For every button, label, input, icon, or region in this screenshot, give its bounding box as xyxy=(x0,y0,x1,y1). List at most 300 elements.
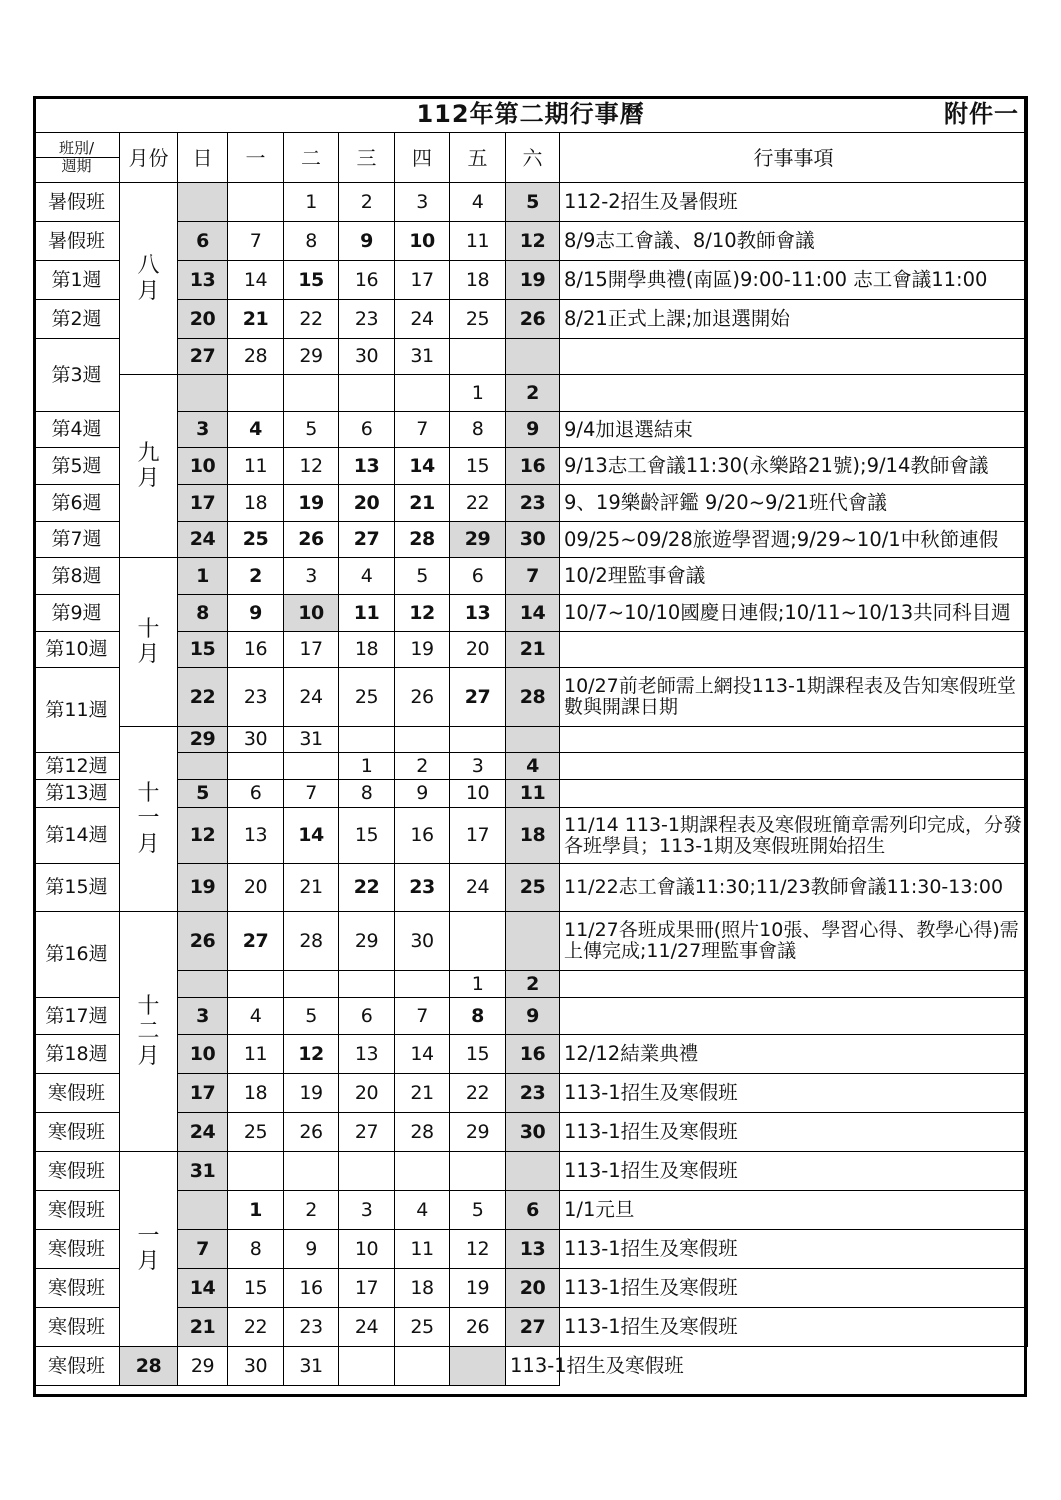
week-label: 第3週 xyxy=(34,339,120,412)
day-cell: 23 xyxy=(284,1308,339,1347)
event-cell: 8/9志工會議、8/10教師會議 xyxy=(560,222,1028,261)
day-cell: 2 xyxy=(284,1191,339,1230)
day-cell: 11 xyxy=(228,1035,284,1074)
day-cell: 23 xyxy=(228,668,284,727)
day-cell xyxy=(228,375,284,412)
day-cell xyxy=(506,1152,560,1191)
week-label: 寒假班 xyxy=(34,1308,120,1347)
day-cell: 31 xyxy=(395,339,450,375)
day-cell: 16 xyxy=(339,261,395,300)
event-cell: 8/21正式上課;加退選開始 xyxy=(560,300,1028,339)
week-label: 第17週 xyxy=(34,998,120,1035)
day-cell: 15 xyxy=(450,448,506,485)
day-cell xyxy=(284,1152,339,1191)
title-text: 112年第二期行事曆 xyxy=(416,100,645,129)
day-cell xyxy=(339,727,395,753)
event-cell: 12/12結業典禮 xyxy=(560,1035,1028,1074)
day-cell: 19 xyxy=(284,485,339,522)
day-cell xyxy=(178,1191,228,1230)
day-cell: 18 xyxy=(450,261,506,300)
day-cell: 9 xyxy=(395,780,450,808)
event-cell xyxy=(560,780,1028,808)
event-cell: 11/22志工會議11:30;11/23教師會議11:30-13:00 xyxy=(560,864,1028,912)
day-cell: 14 xyxy=(178,1269,228,1308)
day-cell: 28 xyxy=(284,912,339,971)
table-row xyxy=(34,412,1028,448)
day-cell: 19 xyxy=(284,1074,339,1113)
day-cell: 31 xyxy=(284,727,339,753)
week-label: 第4週 xyxy=(34,412,120,448)
day-cell: 21 xyxy=(284,864,339,912)
day-cell: 15 xyxy=(228,1269,284,1308)
day-cell: 21 xyxy=(506,632,560,668)
day-cell: 6 xyxy=(339,998,395,1035)
week-label: 第12週 xyxy=(34,753,120,780)
day-cell: 14 xyxy=(395,1035,450,1074)
day-cell: 31 xyxy=(284,1347,339,1386)
day-cell: 29 xyxy=(284,339,339,375)
day-cell: 14 xyxy=(506,595,560,632)
month-label-jan xyxy=(120,1152,178,1347)
table-row xyxy=(34,727,1028,753)
day-cell: 25 xyxy=(228,1113,284,1152)
month-char: 月 xyxy=(137,466,160,491)
day-cell xyxy=(339,1152,395,1191)
table-row xyxy=(34,222,1028,261)
event-cell: 113-1招生及寒假班 xyxy=(560,1308,1028,1347)
month-label-nov xyxy=(120,727,178,912)
event-cell xyxy=(560,375,1028,412)
event-cell: 113-1招生及寒假班 xyxy=(560,1269,1028,1308)
day-cell xyxy=(228,1152,284,1191)
table-row xyxy=(34,1035,1028,1074)
day-cell: 13 xyxy=(339,448,395,485)
day-cell xyxy=(395,375,450,412)
event-cell: 10/7~10/10國慶日連假;10/11~10/13共同科目週 xyxy=(560,595,1028,632)
event-cell xyxy=(560,632,1028,668)
week-label: 第6週 xyxy=(34,485,120,522)
week-label: 寒假班 xyxy=(34,1191,120,1230)
day-cell: 4 xyxy=(450,183,506,222)
event-cell: 9、19樂齡評鑑 9/20~9/21班代會議 xyxy=(560,485,1028,522)
day-cell: 25 xyxy=(450,300,506,339)
day-cell: 12 xyxy=(284,448,339,485)
day-cell: 22 xyxy=(178,668,228,727)
week-label: 寒假班 xyxy=(34,1269,120,1308)
day-cell: 2 xyxy=(228,558,284,595)
day-cell: 10 xyxy=(395,222,450,261)
month-char: 十 xyxy=(137,993,160,1019)
table-row xyxy=(34,1074,1028,1113)
month-char: 一 xyxy=(137,806,160,832)
day-cell xyxy=(506,727,560,753)
day-cell: 6 xyxy=(178,222,228,261)
day-cell: 9 xyxy=(339,222,395,261)
day-cell: 28 xyxy=(506,668,560,727)
table-row xyxy=(34,753,1028,780)
day-cell: 26 xyxy=(178,912,228,971)
day-cell: 22 xyxy=(339,864,395,912)
day-cell: 17 xyxy=(450,808,506,864)
day-cell xyxy=(339,971,395,998)
week-label: 寒假班 xyxy=(34,1230,120,1269)
month-char: 二 xyxy=(137,1018,160,1044)
table-row xyxy=(34,780,1028,808)
week-label: 第7週 xyxy=(34,522,120,558)
week-label: 第14週 xyxy=(34,808,120,864)
day-cell: 28 xyxy=(395,522,450,558)
day-cell: 26 xyxy=(395,668,450,727)
day-cell: 15 xyxy=(450,1035,506,1074)
day-cell: 6 xyxy=(339,412,395,448)
day-cell: 4 xyxy=(395,1191,450,1230)
day-cell: 11 xyxy=(450,222,506,261)
day-cell: 18 xyxy=(228,485,284,522)
day-cell xyxy=(450,912,506,971)
day-cell: 19 xyxy=(506,261,560,300)
day-cell: 14 xyxy=(284,808,339,864)
week-label: 第5週 xyxy=(34,448,120,485)
day-cell xyxy=(178,971,228,998)
day-cell: 10 xyxy=(178,1035,228,1074)
event-cell: 112-2招生及暑假班 xyxy=(560,183,1028,222)
day-cell: 9 xyxy=(506,998,560,1035)
day-cell xyxy=(395,727,450,753)
table-row xyxy=(34,668,1028,727)
day-cell: 1 xyxy=(450,971,506,998)
header-week-line2: 週期 xyxy=(61,157,92,175)
day-cell: 27 xyxy=(339,522,395,558)
table-row xyxy=(34,1269,1028,1308)
day-cell: 1 xyxy=(228,1191,284,1230)
day-cell: 13 xyxy=(178,261,228,300)
day-cell: 23 xyxy=(395,864,450,912)
table-row xyxy=(34,375,1028,412)
event-cell: 09/25~09/28旅遊學習週;9/29~10/1中秋節連假 xyxy=(560,522,1028,558)
table-row xyxy=(34,998,1028,1035)
day-cell: 19 xyxy=(450,1269,506,1308)
day-cell: 20 xyxy=(228,864,284,912)
day-cell: 15 xyxy=(339,808,395,864)
month-char: 月 xyxy=(137,278,160,304)
month-char: 九 xyxy=(137,440,160,466)
day-cell: 25 xyxy=(395,1308,450,1347)
event-cell: 113-1招生及寒假班 xyxy=(560,1152,1028,1191)
week-label: 第16週 xyxy=(34,912,120,998)
event-cell: 11/27各班成果冊(照片10張、學習心得、教學心得)需上傳完成;11/27理監事會議 xyxy=(560,912,1028,971)
day-cell: 19 xyxy=(178,864,228,912)
day-cell: 30 xyxy=(395,912,450,971)
table-row xyxy=(34,971,1028,998)
week-label: 暑假班 xyxy=(34,222,120,261)
day-cell: 11 xyxy=(395,1230,450,1269)
attachment-label: 附件一 xyxy=(944,100,1020,128)
day-cell: 3 xyxy=(284,558,339,595)
week-label: 第1週 xyxy=(34,261,120,300)
day-cell: 5 xyxy=(450,1191,506,1230)
day-cell: 16 xyxy=(284,1269,339,1308)
day-cell: 10 xyxy=(450,780,506,808)
week-label: 第8週 xyxy=(34,558,120,595)
table-row xyxy=(34,1152,1028,1191)
day-cell: 5 xyxy=(284,412,339,448)
day-cell: 24 xyxy=(450,864,506,912)
day-cell: 17 xyxy=(178,485,228,522)
day-cell: 27 xyxy=(228,912,284,971)
week-label: 寒假班 xyxy=(34,1347,120,1386)
header-day: 二 xyxy=(284,133,339,183)
day-cell: 25 xyxy=(339,668,395,727)
day-cell xyxy=(178,753,228,780)
day-cell: 26 xyxy=(284,522,339,558)
event-cell: 113-1招生及寒假班 xyxy=(560,1113,1028,1152)
event-cell: 10/27前老師需上網投113-1期課程表及告知寒假班堂數與開課日期 xyxy=(560,668,1028,727)
event-cell: 11/14 113-1期課程表及寒假班簡章需列印完成，分發各班學員；113-1期及寒假班開始招生 xyxy=(560,808,1028,864)
day-cell: 1 xyxy=(284,183,339,222)
day-cell: 7 xyxy=(284,780,339,808)
week-label: 第15週 xyxy=(34,864,120,912)
day-cell: 30 xyxy=(339,339,395,375)
event-cell: 113-1招生及寒假班 xyxy=(560,1230,1028,1269)
event-cell xyxy=(560,727,1028,753)
day-cell: 8 xyxy=(284,222,339,261)
event-cell xyxy=(560,998,1028,1035)
month-char: 十 xyxy=(137,616,160,642)
month-char: 月 xyxy=(137,1249,160,1274)
day-cell: 27 xyxy=(178,339,228,375)
header-day: 一 xyxy=(228,133,284,183)
day-cell xyxy=(339,375,395,412)
day-cell xyxy=(339,1347,395,1386)
day-cell: 16 xyxy=(395,808,450,864)
day-cell: 26 xyxy=(284,1113,339,1152)
day-cell: 1 xyxy=(178,558,228,595)
week-label: 第9週 xyxy=(34,595,120,632)
day-cell: 12 xyxy=(284,1035,339,1074)
day-cell xyxy=(228,971,284,998)
table-row xyxy=(34,632,1028,668)
day-cell: 18 xyxy=(395,1269,450,1308)
day-cell: 13 xyxy=(339,1035,395,1074)
day-cell xyxy=(395,1347,450,1386)
event-cell: 9/4加退選結束 xyxy=(560,412,1028,448)
event-cell: 10/2理監事會議 xyxy=(560,558,1028,595)
day-cell: 8 xyxy=(450,412,506,448)
day-cell: 1 xyxy=(339,753,395,780)
day-cell: 12 xyxy=(506,222,560,261)
event-cell: 1/1元旦 xyxy=(560,1191,1028,1230)
table-row xyxy=(34,1230,1028,1269)
table-row xyxy=(34,1308,1028,1347)
day-cell: 9 xyxy=(228,595,284,632)
day-cell: 21 xyxy=(395,1074,450,1113)
day-cell: 24 xyxy=(339,1308,395,1347)
day-cell: 30 xyxy=(228,1347,284,1386)
month-char: 十 xyxy=(137,781,160,807)
day-cell xyxy=(450,339,506,375)
day-cell: 17 xyxy=(395,261,450,300)
event-cell: 9/13志工會議11:30(永樂路21號);9/14教師會議 xyxy=(560,448,1028,485)
day-cell: 3 xyxy=(178,412,228,448)
week-label: 第18週 xyxy=(34,1035,120,1074)
day-cell: 10 xyxy=(339,1230,395,1269)
month-label-dec xyxy=(120,912,178,1152)
day-cell: 4 xyxy=(228,412,284,448)
week-label: 第13週 xyxy=(34,780,120,808)
header-week xyxy=(34,133,120,183)
day-cell xyxy=(228,183,284,222)
day-cell: 4 xyxy=(228,998,284,1035)
day-cell: 30 xyxy=(506,522,560,558)
day-cell: 24 xyxy=(178,522,228,558)
table-row xyxy=(34,558,1028,595)
table-row xyxy=(34,1191,1028,1230)
day-cell: 27 xyxy=(450,668,506,727)
header-day: 三 xyxy=(339,133,395,183)
month-char: 月 xyxy=(137,642,160,667)
day-cell xyxy=(395,971,450,998)
day-cell: 23 xyxy=(339,300,395,339)
day-cell: 13 xyxy=(228,808,284,864)
day-cell: 2 xyxy=(506,375,560,412)
day-cell: 3 xyxy=(395,183,450,222)
day-cell: 2 xyxy=(506,971,560,998)
day-cell: 21 xyxy=(228,300,284,339)
calendar-title xyxy=(34,97,1028,133)
day-cell: 28 xyxy=(120,1347,178,1386)
table-row xyxy=(34,261,1028,300)
day-cell: 20 xyxy=(450,632,506,668)
month-label-oct xyxy=(120,558,178,727)
day-cell: 24 xyxy=(178,1113,228,1152)
day-cell xyxy=(284,753,339,780)
day-cell: 29 xyxy=(178,1347,228,1386)
day-cell: 3 xyxy=(178,998,228,1035)
day-cell: 9 xyxy=(284,1230,339,1269)
month-char: 月 xyxy=(137,831,160,857)
day-cell: 9 xyxy=(506,412,560,448)
day-cell: 18 xyxy=(228,1074,284,1113)
day-cell: 14 xyxy=(228,261,284,300)
day-cell: 22 xyxy=(228,1308,284,1347)
day-cell: 17 xyxy=(178,1074,228,1113)
day-cell: 28 xyxy=(395,1113,450,1152)
day-cell: 6 xyxy=(506,1191,560,1230)
day-cell xyxy=(506,339,560,375)
table-row xyxy=(34,1113,1028,1152)
day-cell: 12 xyxy=(450,1230,506,1269)
table-row xyxy=(34,864,1028,912)
event-cell: 113-1招生及寒假班 xyxy=(506,1347,560,1386)
event-cell: 8/15開學典禮(南區)9:00-11:00 志工會議11:00 xyxy=(560,261,1028,300)
day-cell: 11 xyxy=(228,448,284,485)
day-cell: 29 xyxy=(339,912,395,971)
day-cell: 29 xyxy=(178,727,228,753)
table-row xyxy=(34,1347,1028,1386)
day-cell xyxy=(450,1347,506,1386)
day-cell: 5 xyxy=(284,998,339,1035)
day-cell xyxy=(450,727,506,753)
table-row xyxy=(34,522,1028,558)
day-cell: 31 xyxy=(178,1152,228,1191)
day-cell: 1 xyxy=(450,375,506,412)
day-cell: 7 xyxy=(178,1230,228,1269)
day-cell: 5 xyxy=(395,558,450,595)
week-label: 暑假班 xyxy=(34,183,120,222)
day-cell: 27 xyxy=(339,1113,395,1152)
day-cell: 10 xyxy=(284,595,339,632)
day-cell: 16 xyxy=(228,632,284,668)
table-row xyxy=(34,448,1028,485)
day-cell: 22 xyxy=(450,1074,506,1113)
day-cell: 18 xyxy=(506,808,560,864)
day-cell: 29 xyxy=(450,522,506,558)
event-cell: 113-1招生及寒假班 xyxy=(560,1074,1028,1113)
day-cell xyxy=(506,912,560,971)
table-row xyxy=(34,300,1028,339)
day-cell: 13 xyxy=(506,1230,560,1269)
day-cell: 18 xyxy=(339,632,395,668)
day-cell: 12 xyxy=(395,595,450,632)
header-day: 五 xyxy=(450,133,506,183)
day-cell: 17 xyxy=(339,1269,395,1308)
day-cell: 30 xyxy=(506,1113,560,1152)
day-cell: 20 xyxy=(339,1074,395,1113)
day-cell: 7 xyxy=(395,998,450,1035)
day-cell: 4 xyxy=(506,753,560,780)
month-label-sep xyxy=(120,375,178,558)
day-cell: 8 xyxy=(450,998,506,1035)
day-cell: 29 xyxy=(450,1113,506,1152)
day-cell: 5 xyxy=(506,183,560,222)
day-cell xyxy=(178,375,228,412)
day-cell: 16 xyxy=(506,1035,560,1074)
day-cell: 2 xyxy=(395,753,450,780)
event-cell xyxy=(560,339,1028,375)
day-cell: 7 xyxy=(395,412,450,448)
week-label: 第2週 xyxy=(34,300,120,339)
day-cell: 3 xyxy=(450,753,506,780)
day-cell: 11 xyxy=(339,595,395,632)
day-cell: 12 xyxy=(178,808,228,864)
day-cell xyxy=(178,183,228,222)
day-cell: 8 xyxy=(178,595,228,632)
day-cell xyxy=(450,1152,506,1191)
day-cell: 7 xyxy=(506,558,560,595)
week-label: 第11週 xyxy=(34,668,120,753)
day-cell: 20 xyxy=(506,1269,560,1308)
day-cell: 21 xyxy=(395,485,450,522)
day-cell: 15 xyxy=(178,632,228,668)
day-cell xyxy=(284,375,339,412)
day-cell: 20 xyxy=(339,485,395,522)
day-cell: 24 xyxy=(395,300,450,339)
month-char: 八 xyxy=(137,253,160,279)
day-cell: 3 xyxy=(339,1191,395,1230)
table-row xyxy=(34,183,1028,222)
header-month: 月份 xyxy=(120,133,178,183)
day-cell xyxy=(284,971,339,998)
day-cell: 20 xyxy=(178,300,228,339)
day-cell: 17 xyxy=(284,632,339,668)
week-label: 寒假班 xyxy=(34,1152,120,1191)
day-cell: 16 xyxy=(506,448,560,485)
month-char: 月 xyxy=(137,1044,160,1070)
day-cell: 15 xyxy=(284,261,339,300)
day-cell: 25 xyxy=(228,522,284,558)
day-cell: 26 xyxy=(506,300,560,339)
table-row xyxy=(34,595,1028,632)
